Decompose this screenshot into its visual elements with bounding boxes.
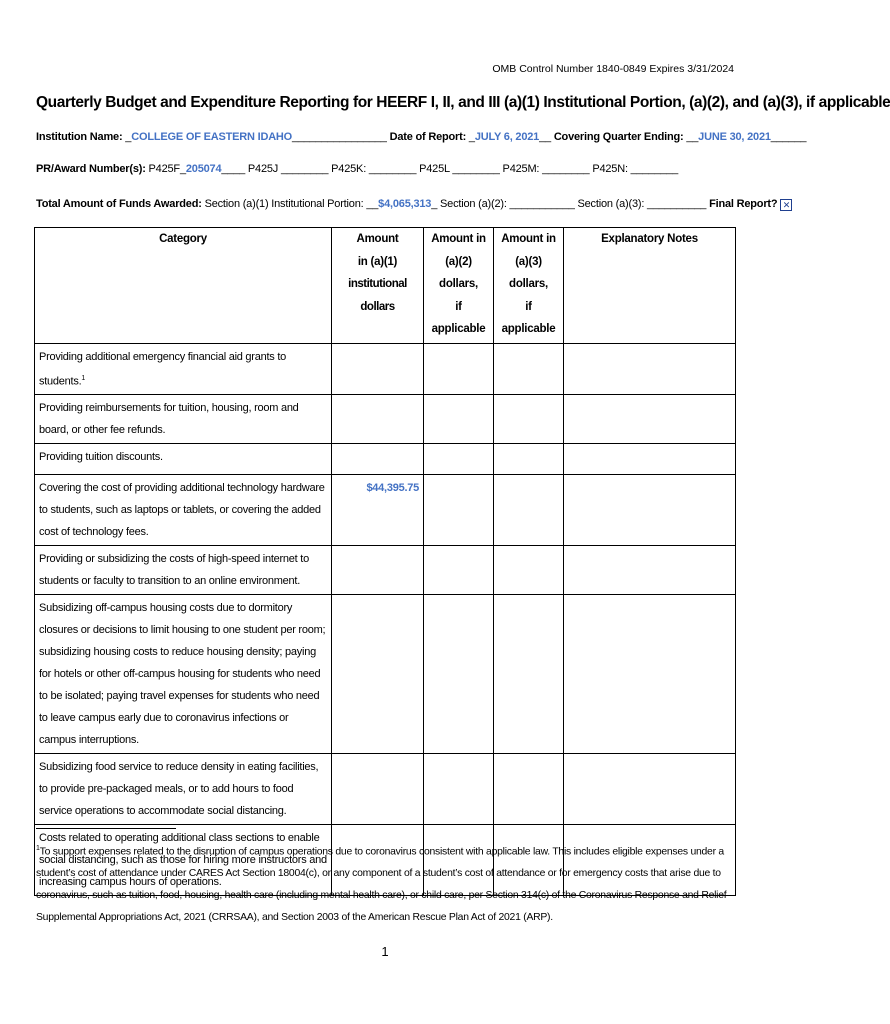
row-a1-amount[interactable] <box>332 754 424 825</box>
institution-line: Institution Name: _COLLEGE OF EASTERN IDAHO________________ Date of Report: _JULY 6, 2021__ Covering Quarter Ending: __JUNE 30, 2021______ <box>36 131 807 143</box>
award-label: PR/Award Number(s): <box>36 163 146 175</box>
table-row <box>35 475 736 546</box>
row-a3-amount[interactable] <box>494 395 564 444</box>
row-a2-amount[interactable] <box>424 343 494 395</box>
award-line: PR/Award Number(s): P425F_205074____ P425J ________ P425K: ________ P425L ________ P425M: ________ P425N: ________ <box>36 163 679 175</box>
omb-control-number: OMB Control Number 1840-0849 Expires 3/31/2024 <box>492 63 734 75</box>
row-a3-amount[interactable] <box>494 754 564 825</box>
row-a1-amount[interactable] <box>332 395 424 444</box>
funds-line: Total Amount of Funds Awarded: Section (a)(1) Institutional Portion: __$4,065,313_ Section (a)(2): ___________ Section (a)(3): __________ Final Report? ✕ <box>36 198 792 211</box>
row-notes[interactable] <box>564 444 736 475</box>
row-category: Providing reimbursements for tuition, housing, room and board, or other fee refunds. <box>35 395 332 444</box>
header-a1: Amount in (a)(1) institutional dollars <box>332 228 424 344</box>
row-a2-amount[interactable] <box>424 444 494 475</box>
row-notes[interactable] <box>564 395 736 444</box>
table-row <box>35 444 736 475</box>
date-value: JULY 6, 2021 <box>474 131 540 143</box>
award-f-value: 205074 <box>185 163 222 175</box>
row-notes[interactable] <box>564 754 736 825</box>
row-a1-amount[interactable]: $44,395.75 <box>332 475 424 546</box>
row-notes[interactable] <box>564 475 736 546</box>
row-a2-amount[interactable] <box>424 595 494 754</box>
row-a1-amount[interactable] <box>332 546 424 595</box>
page-title: Quarterly Budget and Expenditure Reporting for HEERF I, II, and III (a)(1) Institutional Portion, (a)(2), and (a)(3), if applicable <box>36 94 890 111</box>
final-report-label: Final Report? <box>709 198 778 210</box>
row-category: Providing tuition discounts. <box>35 444 332 475</box>
footnote-divider <box>36 828 176 829</box>
quarter-label: Covering Quarter Ending: <box>553 131 684 143</box>
funds-label: Total Amount of Funds Awarded: <box>36 198 202 210</box>
table-row <box>35 395 736 444</box>
table-row <box>35 754 736 825</box>
budget-table <box>34 227 736 896</box>
table-header-row <box>35 228 736 344</box>
row-category: Covering the cost of providing additional technology hardware to students, such as laptops or tablets, or covering the added cost of technology fees. <box>35 475 332 546</box>
table-row <box>35 595 736 754</box>
footnote-text: To support expenses related to the disruption of campus operations due to coronavirus consistent with applicable law. This includes eligible expenses under a student’s cost of attendance under CARES Act Section 18004(c), or any component of a student’s cost of attendance or for emergency costs that arise due to coronavirus, such as tuition, food, housing, health care (including mental health care), or child care, per Section 314(c) of the Coronavirus Response and Relief Supplemental Appropriations Act, 2021 (CRRSAA), and Section 2003 of the American Rescue Plan Act of 2021 (ARP). <box>36 846 727 924</box>
row-category: Providing additional emergency financial aid grants to students.$^1$ <box>35 343 332 395</box>
row-notes[interactable] <box>564 546 736 595</box>
header-a2: Amount in (a)(2) dollars, if applicable <box>424 228 494 344</box>
institution-label: Institution Name: <box>36 131 123 143</box>
footnote <box>36 838 736 929</box>
header-a3: Amount in (a)(3) dollars, if applicable <box>494 228 564 344</box>
row-a2-amount[interactable] <box>424 475 494 546</box>
table-row <box>35 343 736 395</box>
row-a2-amount[interactable] <box>424 546 494 595</box>
row-a1-amount[interactable] <box>332 343 424 395</box>
row-notes[interactable] <box>564 595 736 754</box>
row-a2-amount[interactable] <box>424 395 494 444</box>
row-a3-amount[interactable] <box>494 343 564 395</box>
footnote-mark: 1 <box>36 845 40 852</box>
row-a1-amount[interactable] <box>332 444 424 475</box>
row-a1-amount[interactable] <box>332 595 424 754</box>
institution-name-value: COLLEGE OF EASTERN IDAHO <box>131 131 293 143</box>
row-a3-amount[interactable] <box>494 595 564 754</box>
table-row <box>35 546 736 595</box>
header-category: Category <box>35 228 332 344</box>
page-number: 1 <box>381 944 389 959</box>
funds-a1-value: $4,065,313 <box>378 198 432 210</box>
quarter-value: JUNE 30, 2021 <box>698 131 771 143</box>
row-notes[interactable] <box>564 343 736 395</box>
row-a3-amount[interactable] <box>494 444 564 475</box>
final-report-checkbox[interactable]: ✕ <box>780 199 792 211</box>
row-category: Subsidizing off-campus housing costs due to dormitory closures or decisions to limit housing to one student per room; subsidizing housing costs to reduce housing density; paying for hotels or other off-campus housing for students who need to be isolated; paying travel expenses for students who need to leave campus early due to coronavirus infections or campus interruptions. <box>35 595 332 754</box>
row-category: Providing or subsidizing the costs of high-speed internet to students or faculty to transition to an online environment. <box>35 546 332 595</box>
row-category: Subsidizing food service to reduce density in eating facilities, to provide pre-packaged meals, or to add hours to food service operations to accommodate social distancing. <box>35 754 332 825</box>
row-a2-amount[interactable] <box>424 754 494 825</box>
row-a3-amount[interactable] <box>494 546 564 595</box>
footnote-ref: 1 <box>81 374 86 382</box>
header-notes: Explanatory Notes <box>564 228 736 344</box>
row-category: Costs related to operating additional class sections to enable social distancing, such as those for hiring more instructors and increasing campus hours of operations. <box>35 825 332 896</box>
row-a3-amount[interactable] <box>494 475 564 546</box>
date-label: Date of Report: <box>389 131 467 143</box>
